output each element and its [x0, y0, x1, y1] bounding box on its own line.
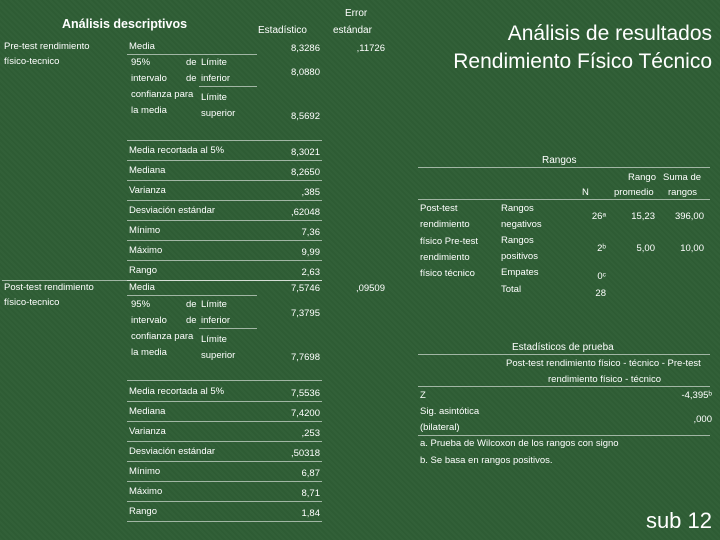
prueba-z-label: Z	[420, 390, 426, 401]
stat-value: ,50318	[290, 448, 320, 459]
prueba-header-2: rendimiento físico - técnico	[548, 374, 661, 385]
prueba-z-value: -4,395ᵇ	[681, 390, 712, 401]
rangos-col-rango-1: Rango	[628, 172, 656, 183]
divider	[127, 295, 257, 296]
post-ic-sup-value: 7,7698	[290, 352, 320, 363]
divider	[127, 200, 322, 201]
title-line-1: Análisis de resultados	[507, 22, 712, 45]
rangos-title: Rangos	[542, 155, 577, 166]
divider	[418, 354, 710, 355]
stat-value: 7,5536	[290, 388, 320, 399]
col-error-1: Error	[345, 8, 368, 19]
post-ic-de2: de	[186, 315, 197, 326]
rangos-row-suma: 10,00	[680, 243, 704, 254]
rangos-row-label: Rangos	[501, 203, 534, 214]
stat-value: 7,36	[301, 227, 320, 238]
stat-label: Varianza	[129, 185, 166, 196]
post-media-label: Media	[129, 282, 155, 293]
rangos-col-rango-2: promedio	[614, 187, 654, 198]
prueba-header-1: Post-test rendimiento físico - técnico - Pre-test	[506, 358, 701, 369]
title-line-2: Rendimiento Físico Técnico	[453, 50, 712, 73]
stat-label: Mínimo	[129, 466, 161, 477]
stat-label: Mediana	[129, 165, 166, 176]
pre-media-label: Media	[129, 41, 155, 52]
rangos-col-suma-2: rangos	[668, 187, 698, 198]
post-media-error: ,09509	[355, 283, 385, 294]
pre-ic-de: de	[186, 57, 197, 68]
post-ic-confianza: confianza para	[131, 331, 194, 342]
divider	[127, 260, 322, 261]
rangos-row-label: Empates	[501, 267, 539, 278]
rangos-left-4: rendimiento	[420, 252, 470, 263]
stat-label: Varianza	[129, 426, 166, 437]
pre-ic-limite: Límite	[201, 57, 227, 68]
post-ic-inferior: inferior	[201, 315, 231, 326]
post-media-value: 7,5746	[290, 283, 320, 294]
rangos-col-suma-1: Suma de	[663, 172, 702, 183]
col-error-2: estándar	[333, 25, 372, 36]
pre-ic-superior: superior	[201, 108, 236, 119]
stat-label: Máximo	[129, 245, 163, 256]
stat-value: ,253	[301, 428, 320, 439]
prueba-sig-value: ,000	[693, 414, 712, 425]
pre-ic-sup-value: 8,5692	[290, 111, 320, 122]
rangos-row-label: Total	[501, 284, 522, 295]
rangos-row-n: 0ᶜ	[597, 271, 606, 282]
divider	[127, 160, 322, 161]
divider	[127, 220, 322, 221]
divider	[127, 501, 322, 502]
divider	[418, 199, 710, 200]
rangos-row-label: Rangos	[501, 235, 534, 246]
stat-value: 8,3021	[290, 147, 320, 158]
pre-ic-confianza: confianza para	[131, 89, 194, 100]
divider	[127, 481, 322, 482]
rangos-row-n: 28	[595, 288, 606, 299]
divider	[127, 140, 322, 141]
divider	[127, 441, 322, 442]
stat-value: 7,4200	[290, 408, 320, 419]
rangos-left-1: Post-test	[420, 203, 458, 214]
stat-label: Mínimo	[129, 225, 161, 236]
col-estadistico: Estadístico	[258, 25, 307, 36]
divider	[2, 280, 322, 281]
pre-ic-media: la media	[131, 105, 167, 116]
stat-label: Rango	[129, 506, 157, 517]
stat-value: 9,99	[301, 247, 320, 258]
divider	[199, 86, 257, 87]
rangos-left-2: rendimiento	[420, 219, 470, 230]
stat-label: Desviación estándar	[129, 446, 216, 457]
rangos-row-rango: 5,00	[636, 243, 655, 254]
divider	[418, 435, 710, 436]
prueba-sig-2: (bilateral)	[420, 422, 460, 433]
divider	[127, 180, 322, 181]
stat-label: Rango	[129, 265, 157, 276]
slide-title	[453, 20, 712, 76]
stat-value: ,62048	[290, 207, 320, 218]
rangos-left-5: físico técnico	[420, 268, 475, 279]
pre-ic-inf-value: 8,0880	[290, 67, 320, 78]
prueba-title: Estadísticos de prueba	[512, 342, 614, 353]
post-ic-95: 95%	[131, 299, 151, 310]
post-group-1: Post-test rendimiento	[4, 282, 94, 293]
divider	[418, 167, 710, 168]
stat-label: Máximo	[129, 486, 163, 497]
pre-ic-intervalo: intervalo	[131, 73, 167, 84]
pre-ic-de2: de	[186, 73, 197, 84]
rangos-row-n: 26ᵃ	[591, 211, 606, 222]
divider	[127, 54, 257, 55]
stat-value: 1,84	[301, 508, 320, 519]
post-ic-intervalo: intervalo	[131, 315, 167, 326]
divider	[127, 521, 322, 522]
pre-ic-inferior: inferior	[201, 73, 231, 84]
rangos-row-label-2: negativos	[501, 219, 542, 230]
rangos-row-label-2: positivos	[501, 251, 538, 262]
pre-media-value: 8,3286	[290, 43, 320, 54]
pre-ic-limite2: Límite	[201, 92, 227, 103]
stat-value: 6,87	[301, 468, 320, 479]
post-ic-inf-value: 7,3795	[290, 308, 320, 319]
pre-group-1: Pre-test rendimiento	[4, 41, 90, 52]
post-ic-limite: Límite	[201, 299, 227, 310]
divider	[127, 380, 322, 381]
post-ic-media: la media	[131, 347, 167, 358]
pre-media-error: ,11726	[356, 43, 385, 54]
divider	[127, 401, 322, 402]
divider	[127, 240, 322, 241]
divider	[418, 386, 710, 387]
post-ic-limite2: Límite	[201, 334, 227, 345]
stat-label: Mediana	[129, 406, 166, 417]
slide-footer: sub 12	[645, 508, 712, 533]
prueba-note-b: b. Se basa en rangos positivos.	[420, 455, 553, 466]
divider	[127, 421, 322, 422]
descriptivos-title: Análisis descriptivos	[62, 17, 188, 31]
prueba-sig-1: Sig. asintótica	[420, 406, 480, 417]
pre-group-2: físico-tecnico	[4, 56, 60, 67]
stat-label: Media recortada al 5%	[129, 386, 225, 397]
post-ic-de: de	[186, 299, 197, 310]
stat-label: Media recortada al 5%	[129, 145, 225, 156]
pre-ic-95: 95%	[131, 57, 151, 68]
rangos-left-3: físico Pre-test	[420, 236, 479, 247]
post-group-2: físico-tecnico	[4, 297, 60, 308]
prueba-note-a: a. Prueba de Wilcoxon de los rangos con signo	[420, 438, 619, 449]
rangos-row-n: 2ᵇ	[597, 243, 606, 254]
rangos-row-rango: 15,23	[631, 211, 655, 222]
stat-value: 8,2650	[290, 167, 320, 178]
stat-value: 8,71	[301, 488, 320, 499]
stat-value: ,385	[301, 187, 320, 198]
post-ic-superior: superior	[201, 350, 236, 361]
divider	[127, 461, 322, 462]
stat-label: Desviación estándar	[129, 205, 216, 216]
rangos-row-suma: 396,00	[674, 211, 704, 222]
divider	[199, 328, 257, 329]
rangos-col-n: N	[582, 187, 589, 198]
stat-value: 2,63	[301, 267, 320, 278]
